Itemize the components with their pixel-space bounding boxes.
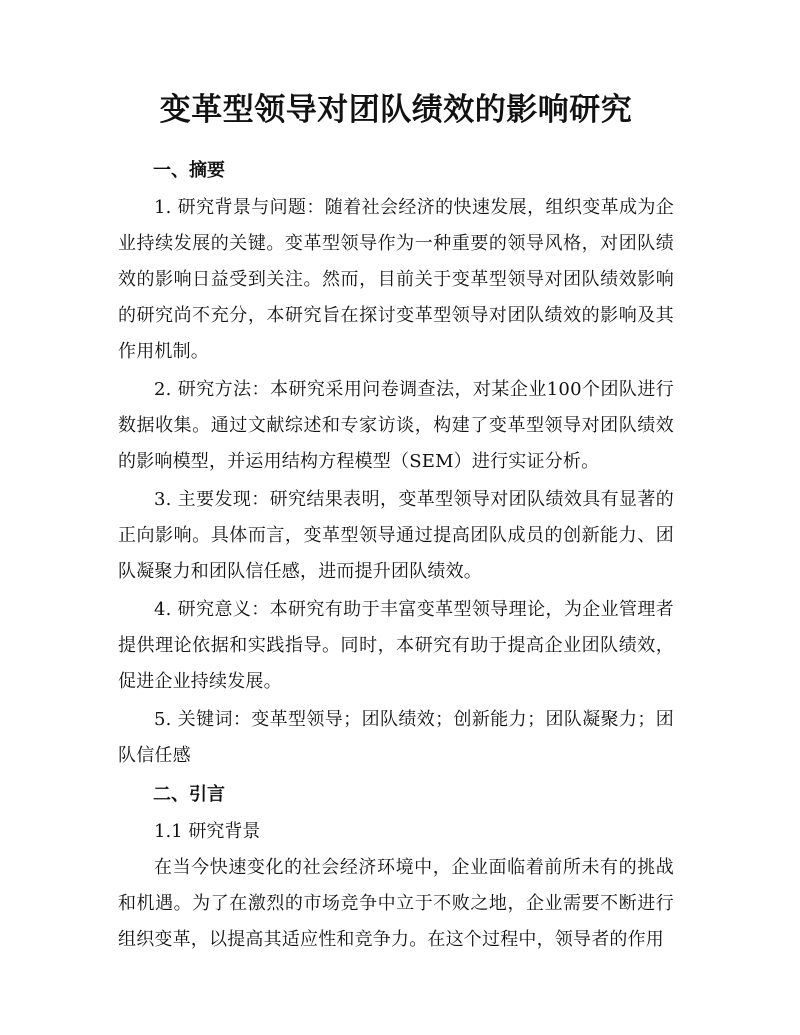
abstract-heading: 一、摘要 <box>153 160 225 181</box>
research-background-subheading: 1.1 研究背景 <box>154 821 261 842</box>
abstract-paragraph-significance: 4. 研究意义：本研究有助于丰富变革型领导理论，为企业管理者提供理论依据和实践指导。同时，本研究有助于提高企业团队绩效，促进企业持续发展。 <box>118 599 674 692</box>
introduction-section <box>118 776 674 958</box>
document-title: 变革型领导对团队绩效的影响研究 <box>159 92 633 128</box>
abstract-paragraph-findings: 3. 主要发现：研究结果表明，变革型领导对团队绩效具有显著的正向影响。具体而言，变革型领导通过提高团队成员的创新能力、团队凝聚力和团队信任感，进而提升团队绩效。 <box>118 489 674 582</box>
abstract-section <box>118 152 674 774</box>
abstract-paragraph-keywords: 5. 关键词：变革型领导；团队绩效；创新能力；团队凝聚力；团队信任感 <box>118 709 674 766</box>
introduction-paragraph: 在当今快速变化的社会经济环境中，企业面临着前所未有的挑战和机遇。为了在激烈的市场竞争中立于不败之地，企业需要不断进行组织变革，以提高其适应性和竞争力。在这个过程中，领导者的作用 <box>118 857 674 950</box>
abstract-paragraph-background: 1. 研究背景与问题：随着社会经济的快速发展，组织变革成为企业持续发展的关键。变革型领导作为一种重要的领导风格，对团队绩效的影响日益受到关注。然而，目前关于变革型领导对团队绩效影响的研究尚不充分，本研究旨在探讨变革型领导对团队绩效的影响及其作用机制。 <box>118 197 674 362</box>
introduction-heading: 二、引言 <box>153 784 225 805</box>
abstract-paragraph-methods: 2. 研究方法：本研究采用问卷调查法，对某企业100个团队进行数据收集。通过文献综述和专家访谈，构建了变革型领导对团队绩效的影响模型，并运用结构方程模型（SEM）进行实证分析。 <box>118 379 674 472</box>
